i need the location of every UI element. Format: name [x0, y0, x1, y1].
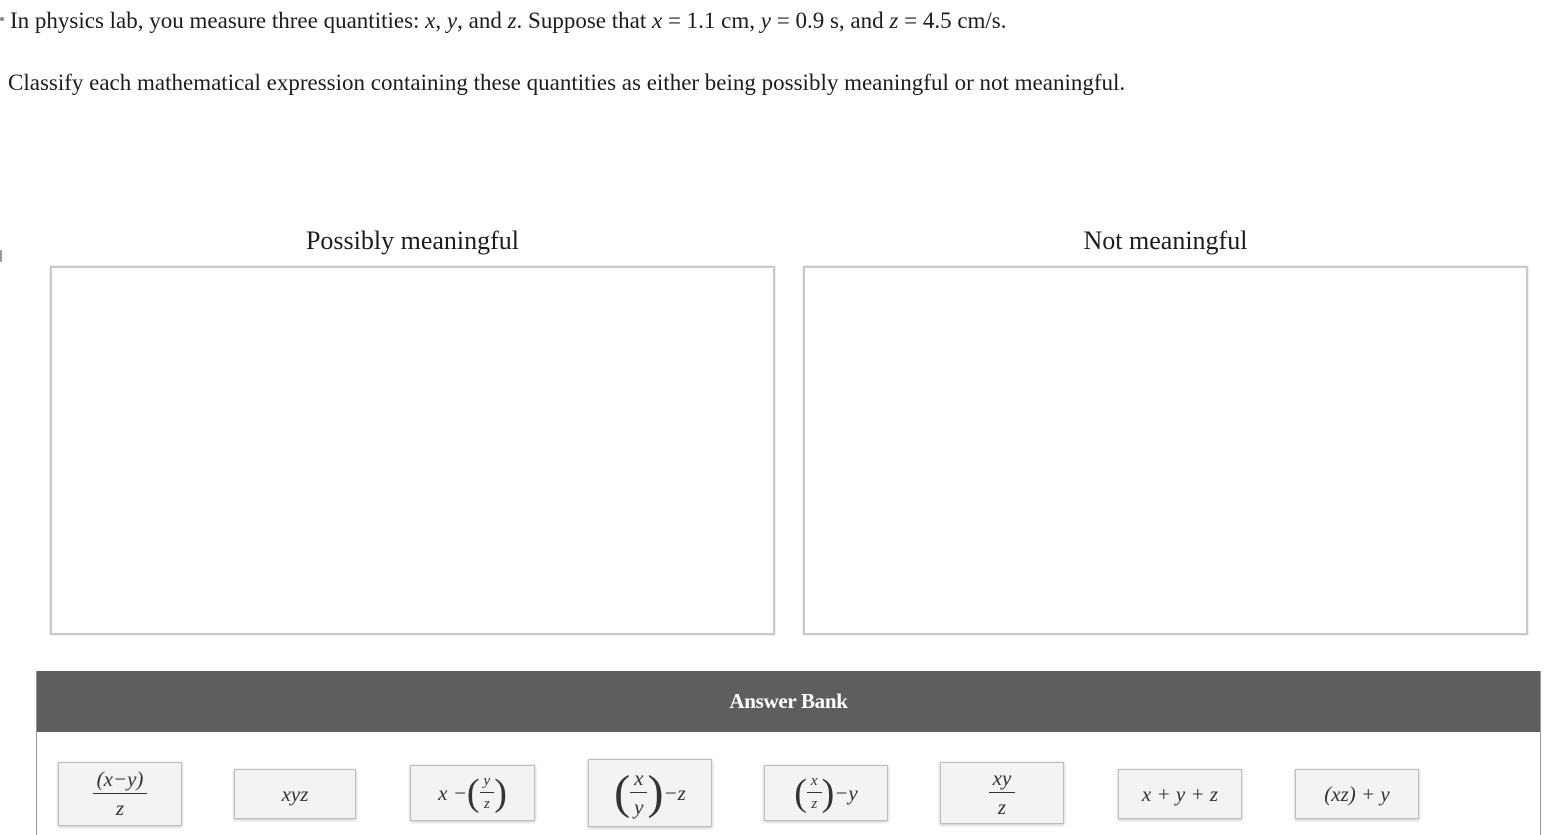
category-title-not-meaningful: Not meaningful: [1083, 226, 1248, 255]
numerator: y: [480, 774, 495, 793]
var-z: z: [889, 8, 899, 33]
answer-bank: [36, 671, 1541, 835]
paren-close: ): [647, 766, 664, 819]
numerator: x: [630, 768, 647, 793]
expr-lead: x −: [438, 780, 467, 805]
sep: , and: [457, 8, 508, 33]
denominator: y: [634, 795, 644, 819]
sep: ,: [435, 8, 447, 33]
answer-tile-x-over-z-minus-y[interactable]: [764, 765, 888, 821]
question-line-1: [10, 8, 1007, 34]
fraction: [93, 769, 148, 819]
question-line-2: Classify each mathematical expression containing these quantities as either being possibly meaningful or not meaningful.: [8, 70, 1126, 95]
paren-open: (: [614, 766, 631, 819]
answer-bank-body: [37, 732, 1540, 835]
answer-tile-xy-over-z[interactable]: [940, 762, 1064, 824]
answer-tile-x-minus-y-over-z[interactable]: [58, 762, 182, 826]
numerator: (x−y): [93, 769, 148, 794]
var-x: x: [651, 8, 663, 33]
value-z: = 4.5 cm/s.: [898, 8, 1007, 33]
denominator: z: [811, 796, 818, 812]
fraction: [989, 768, 1016, 818]
question-text: . Suppose that: [516, 8, 652, 33]
numerator: x: [807, 774, 822, 793]
denominator: z: [997, 795, 1007, 819]
left-edge-marker: [0, 250, 2, 262]
answer-tile-x-over-y-minus-z[interactable]: [588, 759, 712, 827]
answer-tile-xz-plus-y[interactable]: (xz) + y: [1295, 769, 1419, 819]
var-x: x: [425, 8, 436, 33]
numerator: xy: [989, 768, 1016, 793]
denominator: z: [115, 796, 125, 820]
var-z: z: [507, 8, 517, 33]
fraction: [807, 774, 822, 812]
answer-tile-x-plus-y-plus-z[interactable]: x + y + z: [1118, 769, 1242, 819]
value-x: = 1.1 cm,: [662, 8, 761, 33]
bullet-marker: [0, 17, 4, 21]
paren-close: ): [821, 772, 835, 814]
denominator: z: [483, 796, 490, 812]
dropzone-possibly-meaningful[interactable]: [50, 266, 775, 635]
fraction: [630, 768, 647, 818]
answer-tile-x-minus-y-over-z-paren[interactable]: [410, 765, 535, 821]
paren-open: (: [794, 772, 807, 814]
value-y: = 0.9 s, and: [771, 8, 890, 33]
dropzone-not-meaningful[interactable]: [803, 266, 1528, 635]
category-title-meaningful: Possibly meaningful: [305, 226, 520, 255]
expr-tail: −z: [663, 780, 686, 805]
paren-close: ): [494, 772, 507, 814]
var-y: y: [446, 8, 458, 33]
question-text: In physics lab, you measure three quantities:: [10, 8, 426, 33]
answer-tile-xyz[interactable]: xyz: [234, 769, 356, 819]
expr-tail: −y: [834, 780, 858, 805]
fraction: [480, 774, 495, 812]
paren-open: (: [466, 772, 480, 814]
var-y: y: [760, 8, 771, 33]
answer-bank-header: Answer Bank: [37, 671, 1540, 732]
